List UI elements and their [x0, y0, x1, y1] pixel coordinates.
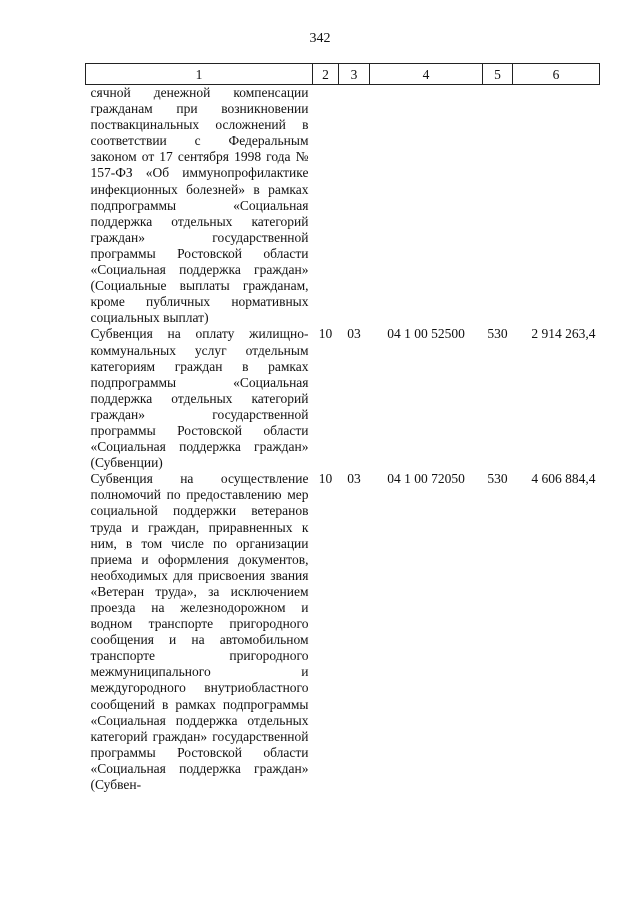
column-header-2: 2 [313, 64, 339, 85]
table-row [86, 326, 600, 471]
row-amount [513, 85, 600, 327]
table-row [86, 85, 600, 327]
row-description: Субвенция на осуществление полномочий по предоставлению мер социальной поддержки ветеранов труда и граждан, приравненных к ним, в том числе по организации приема и оформления документов, необходимых для присвоения звания «Ветеран труда», за исключением проезда на железнодорожном и водном транспорте пригородного сообщения и на автомобильном транспорте пригородного межмуниципального и междугородного внутриобластного сообщений в рамках подпрограммы «Социальная поддержка отдельных категорий граждан» государственной программы Ростовской области «Социальная поддержка граждан» (Субвен- [90, 471, 309, 793]
row-expense-type [483, 85, 513, 327]
row-subsection [339, 85, 370, 327]
column-header-1: 1 [86, 64, 313, 85]
row-target-article [370, 85, 483, 327]
column-header-5: 5 [483, 64, 513, 85]
table-header [86, 64, 600, 85]
row-expense-type: 530 [487, 471, 508, 487]
row-target-article: 04 1 00 72050 [387, 471, 465, 487]
budget-table [85, 63, 600, 793]
row-target-article: 04 1 00 52500 [387, 326, 465, 342]
header-row [86, 64, 600, 85]
row-section: 10 [318, 471, 333, 487]
column-header-3: 3 [339, 64, 370, 85]
row-section: 10 [318, 326, 333, 342]
row-subsection: 03 [347, 471, 361, 487]
column-header-6: 6 [513, 64, 600, 85]
row-description: сячной денежной компенсации гражданам при возникновении поствакцинальных осложнений в соответствии с Федеральным законом от 17 сентября 1998 года № 157-ФЗ «Об иммунопрофилактике инфекционных болезней» в рамках подпрограммы «Социальная поддержка отдельных категорий граждан» государственной программы Ростовской области «Социальная поддержка граждан» (Социальные выплаты гражданам, кроме публичных нормативных социальных выплат) [90, 85, 309, 326]
row-description: Субвенция на оплату жилищно-коммунальных услуг отдельным категориям граждан в рамках подпрограммы «Социальная поддержка отдельных категорий граждан» государственной программы Ростовской области «Социальная поддержка граждан» (Субвенции) [90, 326, 309, 471]
row-amount: 2 914 263,4 [531, 326, 596, 342]
row-amount: 4 606 884,4 [531, 471, 596, 487]
row-expense-type: 530 [487, 326, 508, 342]
table-body [86, 85, 600, 794]
row-section [313, 85, 339, 327]
row-subsection: 03 [347, 326, 361, 342]
page-number: 342 [309, 31, 331, 46]
column-header-4: 4 [370, 64, 483, 85]
table-row [86, 471, 600, 793]
